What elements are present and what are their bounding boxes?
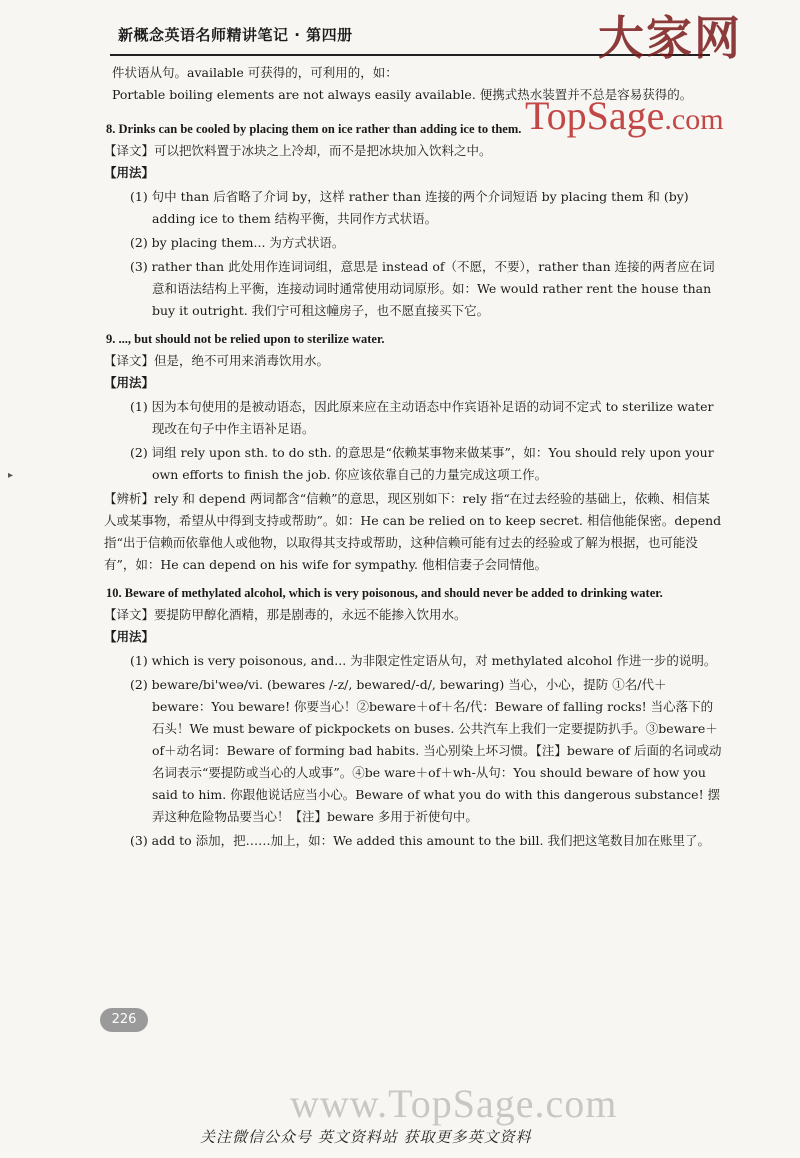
page-header: [110, 10, 670, 50]
translation-9: 【译文】但是，绝不可用来消毒饮用水。: [104, 353, 330, 368]
logo-chinese: 大家网: [598, 11, 742, 65]
page-number: 226: [100, 1008, 148, 1032]
book-title: 新概念英语名师精讲笔记 · 第四册: [118, 26, 353, 44]
usage-10-1: (1) which is very poisonous, and... 为非限定性定语从句，对 methylated alcohol 作进一步的说明。: [130, 653, 717, 668]
usage-8-3: (3) rather than 此处用作连词词组，意思是 instead of（不愿，不要），rather than 连接的两者应在词意和语法结构上平衡，连接动词时通常使用动词原形。如：We would rather rent the house than buy it outright. 我们宁可租这幢房子，也不愿直接买下它。: [130, 259, 715, 318]
analysis-9: 【辨析】rely 和 depend 两词都含“信赖”的意思，现区别如下：rely 指“在过去经验的基础上，依赖、相信某人或某事物，希望从中得到支持或帮助”。如：He can be relied on to keep secret. 相信他能保密。depend 指“出于信赖而依靠他人或他物，以取得其支持或帮助，这种信赖可能有过去的经验或了解为根据，也可能没有”，如：He can depend on his wife for sympathy. 他相信妻子会同情他。: [104, 491, 722, 572]
usage-9-1: (1) 因为本句使用的是被动语态，因此原来应在主动语态中作宾语补足语的动词不定式 to sterilize water 现改在句子中作主语补足语。: [130, 399, 714, 436]
example-sentence: Portable boiling elements are not always easily available. 便携式热水装置并不总是容易获得的。: [112, 87, 693, 102]
sentence-8: 8. Drinks can be cooled by placing them on ice rather than adding ice to them.: [106, 122, 522, 136]
usage-10-2: (2) beware/bi'weə/vi. (bewares /-z/, bewared/-d/, bewaring) 当心，小心，提防 ①名/代＋beware：You beware! 你要当心！②beware＋of＋名/代：Beware of falling rocks! 当心落下的石头！We must beware of pickpockets on buses. 公共汽车上我们一定要提防扒手。③beware＋of＋动名词：Beware of forming bad habits. 当心别染上坏习惯。【注】beware of 后面的名词或动名词表示“要提防或当心的人或事”。④be ware＋of＋wh-从句：You should beware of how you said to him. 你跟他说话应当小心。Beware of what you do with this dangerous substance! 摆弄这种危险物品要当心！【注】beware 多用于祈使句中。: [130, 677, 722, 824]
translation-10: 【译文】要提防甲醇化酒精，那是剧毒的，永远不能掺入饮用水。: [104, 607, 467, 622]
logo-en-suffix: .com: [664, 103, 724, 136]
usage-10-3: (3) add to 添加，把……加上，如：We added this amount to the bill. 我们把这笔数目加在账里了。: [130, 833, 710, 848]
watermark-url: www.TopSage.com: [290, 1081, 618, 1126]
usage-heading-8: 【用法】: [104, 165, 155, 180]
page-content: [104, 62, 722, 854]
footer-note: 关注微信公众号 英文资料站 获取更多英文资料: [200, 1128, 532, 1146]
logo-en-name: TopSage: [525, 93, 665, 138]
edge-mark: ▸: [8, 470, 14, 481]
sentence-10: 10. Beware of methylated alcohol, which is very poisonous, and should never be added to drinking water.: [106, 586, 663, 600]
sentence-9: 9. ..., but should not be relied upon to sterilize water.: [106, 332, 385, 346]
translation-8: 【译文】可以把饮料置于冰块之上冷却，而不是把冰块加入饮料之中。: [104, 143, 492, 158]
usage-heading-9: 【用法】: [104, 375, 155, 390]
usage-8-1: (1) 句中 than 后省略了介词 by，这样 rather than 连接的两个介词短语 by placing them 和 (by) adding ice to them 结构平衡，共同作方式状语。: [130, 189, 689, 226]
paragraph: 件状语从句。available 可获得的，可利用的，如：: [112, 65, 398, 80]
usage-9-2: (2) 词组 rely upon sth. to do sth. 的意思是“依赖某事物来做某事”，如：You should rely upon your own efforts to finish the job. 你应该依靠自己的力量完成这项工作。: [130, 445, 714, 482]
usage-heading-10: 【用法】: [104, 629, 155, 644]
usage-8-2: (2) by placing them... 为方式状语。: [130, 235, 345, 250]
